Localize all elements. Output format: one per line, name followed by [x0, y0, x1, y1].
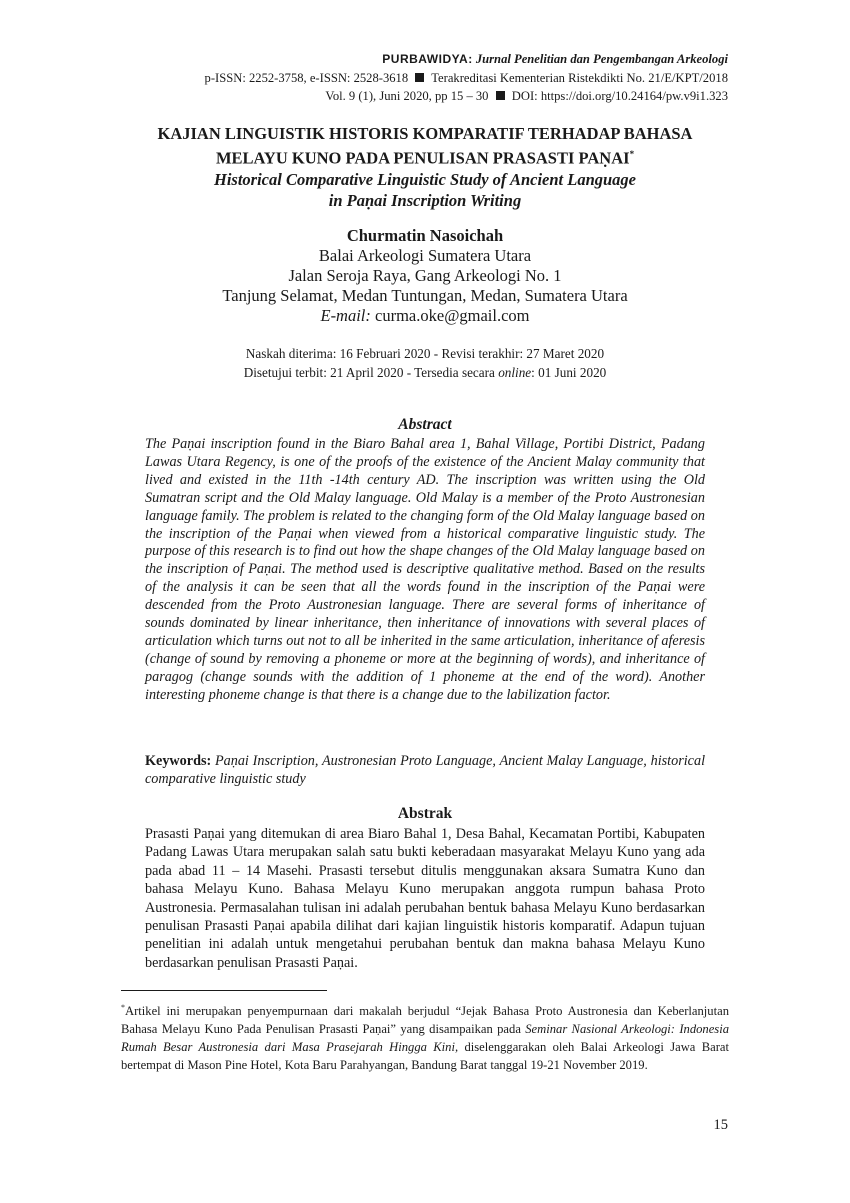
author-block	[100, 226, 750, 326]
journal-header	[205, 50, 728, 106]
author-address1: Jalan Seroja Raya, Gang Arkeologi No. 1	[288, 266, 562, 285]
footnote-part1: Artikel ini merupakan penyempurnaan dari makalah berjudul “Jejak Bahasa Proto Austronesia dan Keberlanjutan Bahasa Melayu Kuno Pada Penulisan Prasasti Paṇai” yang disampaikan pada	[121, 1004, 729, 1037]
title-block	[100, 123, 750, 211]
footnote	[121, 999, 729, 1074]
dates-line1: Naskah diterima: 16 Februari 2020 - Revisi terakhir: 27 Maret 2020	[245, 346, 605, 361]
journal-subtitle: Jurnal Penelitian dan Pengembangan Arkeologi	[475, 52, 728, 66]
keywords	[145, 752, 705, 788]
author-name: Churmatin Nasoichah	[346, 226, 504, 245]
abstrak-text: Prasasti Paṇai yang ditemukan di area Biaro Bahal 1, Desa Bahal, Kecamatan Portibi, Kabupaten Padang Lawas Utara merupakan salah satu bukti keberadaan masyarakat Melayu Kuno yang ada pada abad 11 – 14 Masehi. Prasasti tersebut ditulis menggunakan aksara Sumatra Kuno dan bahasa Melayu Kuno. Bahasa Melayu Kuno merupakan anggota rumpun bahasa Proto Austronesia. Permasalahan tulisan ini adalah perubahan bentuk bahasa Melayu Kuno berdasarkan penulisan Prasasti Paṇai apabila dilihat dari kajian linguistik historis komparatif. Adapun tujuan penelitian ini adalah untuk mengetahui perubahan bentuk dan makna bahasa Melayu Kuno berdasarkan penulisan Prasasti Paṇai.	[145, 826, 705, 971]
dates-line2	[100, 364, 750, 383]
abstrak-heading: Abstrak	[397, 805, 453, 822]
doi: DOI: https://doi.org/10.24164/pw.v9i1.323	[511, 89, 728, 103]
title-indonesian	[100, 123, 750, 169]
dates-line2-pre: Disetujui terbit: 21 April 2020 - Tersedia secara	[243, 364, 499, 380]
issn-line	[205, 69, 728, 88]
abstract-text: The Paṇai inscription found in the Biaro Bahal area 1, Bahal Village, Portibi District, Padang Lawas Utara Regency, is one of the proofs of the existence of the Ancient Malay community that lived and existed in the 11th -14th century AD. The inscription was written using the Old Sumatran script and the Old Malay language. Old Malay is a member of the Proto Austronesian language family. The problem is related to the changing form of the Old Malay language based on the inscription of the Paṇai when viewed from a historical comparative linguistic study. The purpose of this research is to find out how the shape changes of the Old Malay language based on the inscription of Paṇai. The method used is descriptive qualitative method. Based on the results of the analysis it can be seen that all the words found in the inscription of the Paṇai were descended from the Proto Austronesian language. There are several forms of inheritance of sounds dominated by linear inheritance, then inheritance of innovations with several places of articulation which turns out not to all be inherited in the same articulation, inheritance of aferesis (change of sound by removing a phoneme or more at the beginning of words), and inheritance of paragog (change sounds with the addition of 1 phoneme at the end of the word). Another interesting phoneme change is that there is a change due to the labilization factor.	[145, 436, 705, 703]
issn: p-ISSN: 2252-3758, e-ISSN: 2528-3618	[204, 70, 409, 85]
footnote-mark: *	[121, 1003, 125, 1012]
square-bullet-icon	[415, 73, 424, 82]
title-english	[100, 169, 750, 211]
abstract-heading: Abstract	[398, 416, 452, 433]
title-en-line2: in Paṇai Inscription Writing	[328, 190, 522, 210]
keywords-label: Keywords:	[145, 753, 212, 769]
accreditation: Terakreditasi Kementerian Ristekdikti No. 21/E/KPT/2018	[431, 70, 728, 85]
author-email-line	[100, 306, 750, 326]
title-id-line1: KAJIAN LINGUISTIK HISTORIS KOMPARATIF TERHADAP BAHASA	[157, 124, 693, 143]
author-affiliation: Balai Arkeologi Sumatera Utara	[318, 246, 532, 265]
email-label: E-mail:	[320, 306, 371, 325]
volume-line	[205, 87, 728, 106]
journal-name: PURBAWIDYA:	[382, 52, 473, 66]
square-bullet-icon	[496, 91, 505, 100]
footnote-divider	[121, 990, 327, 991]
dates-line2-post: : 01 Juni 2020	[531, 364, 607, 380]
volume: Vol. 9 (1), Juni 2020, pp 15 – 30	[325, 89, 489, 103]
submission-dates	[100, 345, 750, 382]
title-id-line2-wrap	[100, 144, 750, 169]
keywords-text: Paṇai Inscription, Austronesian Proto Language, Ancient Malay Language, historical comparative linguistic study	[145, 753, 706, 787]
author-email: curma.oke@gmail.com	[375, 306, 530, 325]
page-number: 15	[713, 1117, 728, 1133]
title-footnote-mark: *	[629, 149, 635, 159]
title-id-line2: MELAYU KUNO PADA PENULISAN PRASASTI PAṆAI	[215, 148, 630, 168]
title-en-line1: Historical Comparative Linguistic Study of Ancient Language	[214, 169, 636, 189]
footnote-part2: diselenggarakan oleh Balai Arkeologi Jawa Barat bertempat di Mason Pine Hotel, Kota Baru Parahyangan, Bandung Barat tanggal 19-21 November 2019.	[121, 1040, 729, 1073]
dates-line2-italic: online	[498, 364, 532, 380]
author-address2: Tanjung Selamat, Medan Tuntungan, Medan, Sumatera Utara	[222, 286, 628, 305]
journal-title-line	[205, 50, 728, 69]
footnote-italic: Seminar Nasional Arkeologi: Indonesia Rumah Besar Austronesia dari Masa Prasejarah Hingga Kini,	[121, 1022, 730, 1055]
